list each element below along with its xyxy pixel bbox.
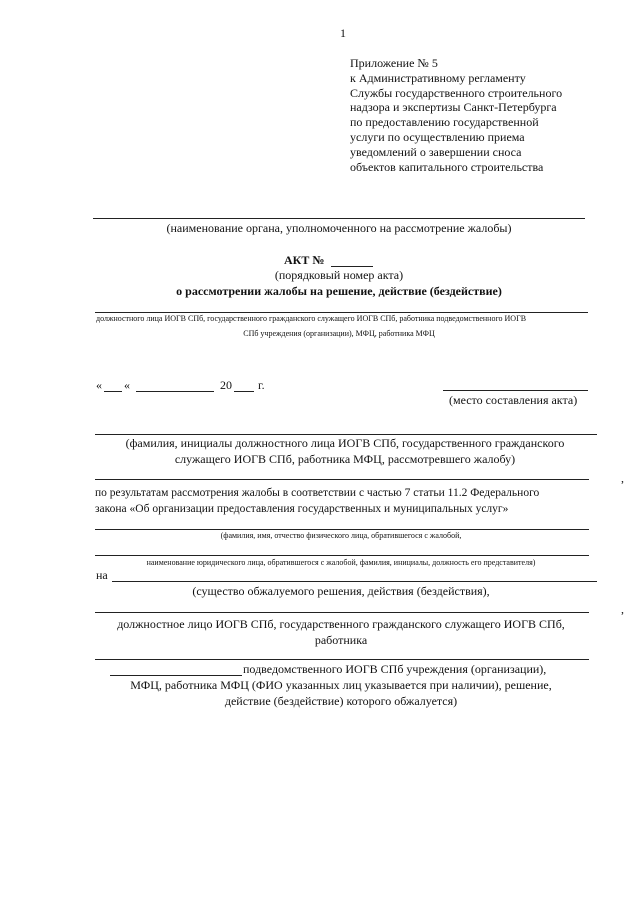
organ-caption: (наименование органа, уполномоченного на рассмотрение жалобы) <box>166 221 512 235</box>
stamp-line: объектов капитального строительства <box>350 159 544 174</box>
stamp-line: к Административному регламенту <box>350 70 526 85</box>
official-caption: должностного лица ИОГВ СПб, государственного гражданского служащего ИОГВ СПб, работника подведомственного ИОГВ <box>96 314 527 323</box>
organ-name-field <box>93 218 585 219</box>
applicant-caption: (фамилия, имя, отчество физического лица, обратившегося с жалобой, <box>220 531 462 540</box>
stamp-line: Приложение № 5 <box>350 56 438 70</box>
act-number-caption: (порядковый номер акта) <box>274 268 404 282</box>
date-year-suffix: г. <box>258 378 265 392</box>
date-close-quote: « <box>124 378 130 392</box>
essence-caption: (существо обжалуемого решения, действия (бездействия), <box>192 584 490 598</box>
essence-field <box>95 612 589 613</box>
act-number-field <box>331 266 373 267</box>
stamp-line: по предоставлению государственной <box>350 115 539 130</box>
stamp-line: уведомлений о завершении сноса <box>350 144 522 159</box>
date-day-field <box>104 391 122 392</box>
date-year-field <box>234 391 254 392</box>
institution-block-line: МФЦ, работника МФЦ (ФИО указанных лиц указывается при наличии), решение, <box>130 678 552 692</box>
legal-basis-line: по результатам рассмотрения жалобы в соответствии с частью 7 статьи 11.2 Федерального <box>95 487 540 499</box>
date-open-quote: « <box>96 378 102 392</box>
official-caption-cont: СПб учреждения (организации), МФЦ, работника МФЦ <box>243 329 435 338</box>
reviewer-field <box>95 434 597 435</box>
institution-field <box>95 659 589 660</box>
applicant-field-2 <box>95 555 589 556</box>
appendix-stamp <box>350 56 562 174</box>
stamp-line: надзора и экспертизы Санкт-Петербурга <box>350 100 557 115</box>
place-field <box>443 390 588 391</box>
applicant-caption-cont: наименование юридического лица, обратившегося с жалобой, фамилия, инициалы, должность его представителя) <box>146 558 536 567</box>
stamp-line: Службы государственного строительного <box>350 85 563 100</box>
margin-comma: , <box>621 602 624 616</box>
institution-block-line: действие (бездействие) которого обжалуется) <box>224 694 458 708</box>
margin-comma: , <box>621 471 624 485</box>
na-field <box>112 581 597 582</box>
official-block-line: должностное лицо ИОГВ СПб, государственного гражданского служащего ИОГВ СПб, <box>117 617 565 631</box>
reviewer-caption-cont: служащего ИОГВ СПб, работника МФЦ, рассмотревшего жалобу) <box>174 452 516 466</box>
reviewer-field-2 <box>95 479 589 480</box>
legal-basis-line: закона «Об организации предоставления государственных и муниципальных услуг» <box>95 503 509 515</box>
place-caption: (место составления акта) <box>449 393 578 407</box>
act-subject: о рассмотрении жалобы на решение, действие (бездействие) <box>176 284 502 298</box>
official-block-line: работника <box>314 633 368 647</box>
institution-block-line: подведомственного ИОГВ СПб учреждения (организации), <box>243 662 547 676</box>
date-month-field <box>136 391 214 392</box>
institution-name-field <box>110 675 242 676</box>
na-label: на <box>96 568 108 582</box>
page-number: 1 <box>340 26 346 40</box>
reviewer-caption: (фамилия, инициалы должностного лица ИОГВ СПб, государственного гражданского <box>125 436 565 450</box>
act-title: АКТ № <box>284 253 325 267</box>
stamp-line: услуги по осуществлению приема <box>350 129 525 144</box>
date-year-prefix: 20 <box>220 378 232 392</box>
